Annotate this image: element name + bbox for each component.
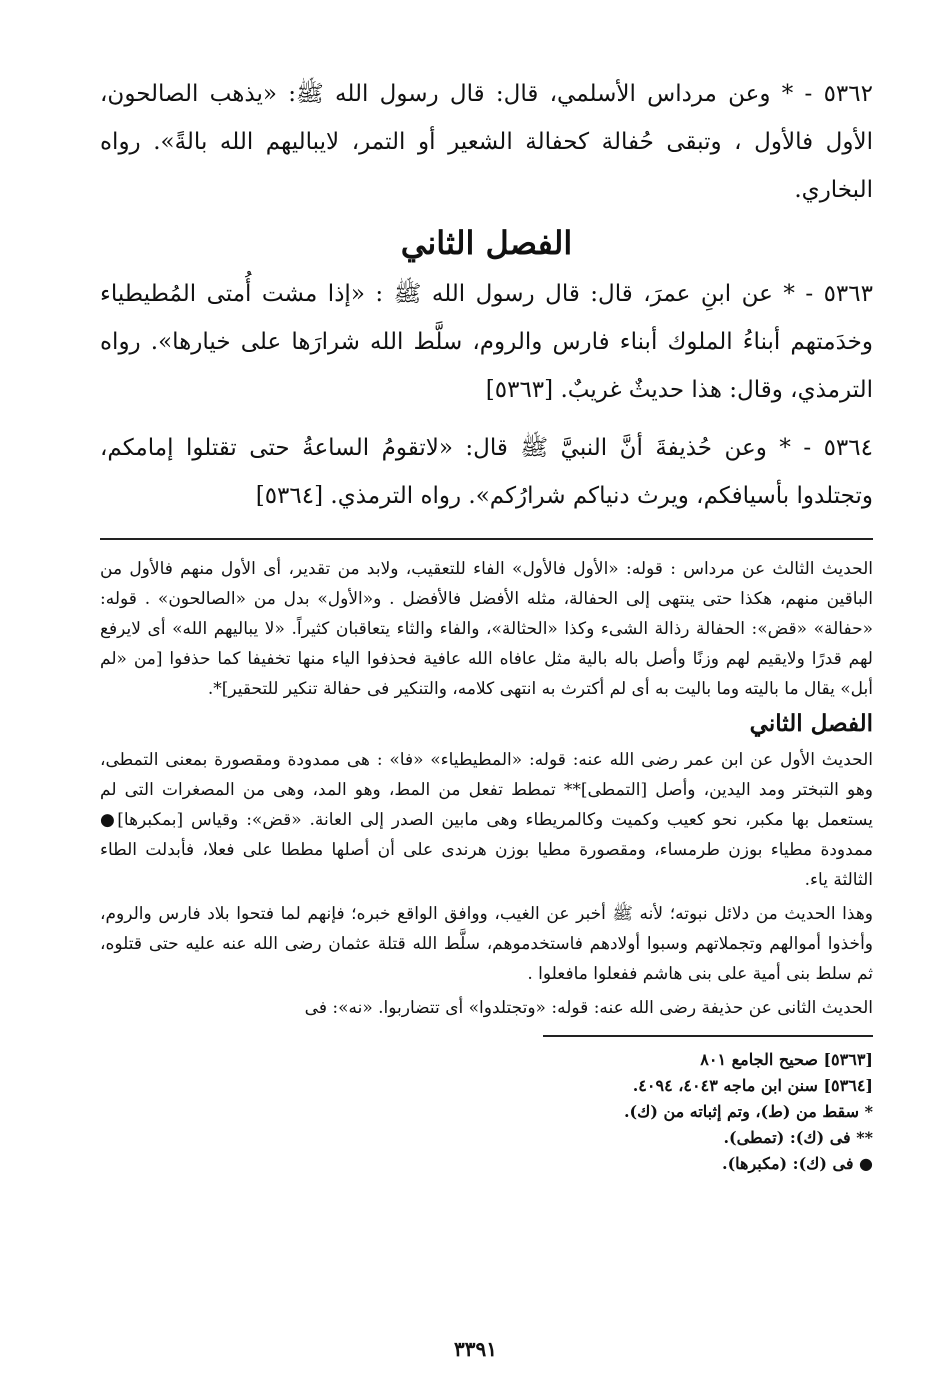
commentary-divider <box>100 538 873 540</box>
commentary-paragraph: وهذا الحديث من دلائل نبوته؛ لأنه ﷺ أخبر عن الغيب، ووافق الواقع خبره؛ فإنهم لما فتحوا بلاد فارس والروم، وأخذوا أموالهم وتجملاتهم وسبوا أولادهم فاستخدموهم، سلَّط الله قتلة عثمان رضى الله عنه عليه حتى قتلوه، ثم سلط بنى أمية على بنى هاشم ففعلوا مافعلوا . <box>100 904 873 984</box>
commentary <box>100 554 873 1023</box>
commentary-section-title: الفصل الثاني <box>749 710 873 737</box>
commentary-paragraph: الحديث الثانى عن حذيفة رضى الله عنه: قوله: «وتجتلدوا» أى تتضاربوا. «نه»: فى <box>304 998 873 1018</box>
footnote: * سقط من (ط)، وتم إثباته من (ك). <box>623 1102 873 1121</box>
footnote: ● فى (ك): (مكبرها). <box>722 1154 873 1173</box>
page-number: ٣٣٩١ <box>454 1337 497 1361</box>
hadith-5364: ٥٣٦٤ - * وعن حُذيفةَ أنَّ النبيَّ ﷺ قال: «لاتقومُ الساعةُ حتى تقتلوا إمامكم، وتجتلدوا بأسيافكم، ويرث دنياكم شرارُكم». رواه الترمذي. [٥٣٦٤] <box>100 435 873 509</box>
footnote: [٥٣٦٣] صحيح الجامع ٨٠١ <box>700 1050 873 1069</box>
footnotes <box>100 1027 873 1177</box>
footnote-divider <box>543 1035 873 1037</box>
main-text <box>100 70 873 520</box>
section-title: الفصل الثاني <box>400 224 573 262</box>
footnote: [٥٣٦٤] سنن ابن ماجه ٤٠٤٣، ٤٠٩٤. <box>632 1076 873 1095</box>
commentary-paragraph: الحديث الثالث عن مرداس : قوله: «الأول فالأول» الفاء للتعقيب، ولابد من تقدير، أى الأول منهم فالأول من الباقين منهم، هكذا حتى ينتهى إلى الحفالة، مثله الأفضل فالأفضل . و«الأول» بدل من «الصالحون» . قوله: «حفالة» «قض»: الحفالة رذالة الشىء وكذا «الحثالة»، والفاء والثاء يتعاقبان كثيراً. «لا يباليهم الله» أى لايرفع لهم قدرًا ولايقيم لهم وزنًا وأصل باله بالية مثل عافاه الله عافية فحذفوا الياء منها تخفيفا كما حذفوا [من «لم أبل» يقال ما باليته وما باليت به أى لم أكترث به انتهى كلامه، والتنكير فى حفالة تنكير للتحقير]*. <box>100 559 873 699</box>
hadith-5363: ٥٣٦٣ - * عن ابنِ عمرَ، قال: قال رسول الله ﷺ : «إذا مشت أُمتى المُطيطياء وخدَمتهم أبناءُ الملوك أبناء فارس والروم، سلَّط الله شرارَها على خيارها». رواه الترمذي، وقال: هذا حديثٌ غريبٌ. [٥٣٦٣] <box>100 281 873 403</box>
footnote: ** فى (ك): (تمطى). <box>723 1128 873 1147</box>
commentary-paragraph: الحديث الأول عن ابن عمر رضى الله عنه: قوله: «المطيطياء» «فا» : هى ممدودة ومقصورة بمعنى التمطى، وهو التبختر ومد اليدين، وأصل [التمطى]** تمطط تفعل من المط، وهو المد، وهى من المصغرات التى لم يستعمل بها مكبر، نحو كعيب وكميت وكالمريطاء وهى مابين الصدر إلى العانة. «قض»: وقياس [بمكبرها]● ممدودة مطياء بوزن طرمساء، ومقصورة مطيا بوزن هرندى على أن أصلها مططا على فعلا، فأبدلت الطاء الثالثة ياء. <box>100 750 873 890</box>
hadith-5362: ٥٣٦٢ - * وعن مرداس الأسلمي، قال: قال رسول الله ﷺ: «يذهب الصالحون، الأول فالأول ، وتبقى حُفالة كحفالة الشعير أو التمر، لايباليهم الله بالةً». رواه البخاري. <box>100 81 873 203</box>
